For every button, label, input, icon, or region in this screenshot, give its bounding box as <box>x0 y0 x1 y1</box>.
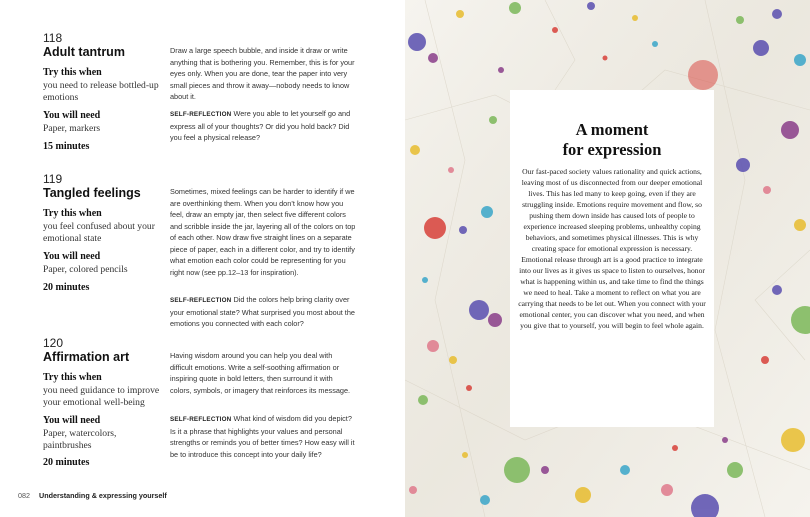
activity-title: Tangled feelings <box>43 186 141 200</box>
self-reflection <box>170 108 356 144</box>
section-title: Understanding & expressing yourself <box>39 491 167 500</box>
activity-description: Draw a large speech bubble, and inside it draw or write anything that is bothering you. Remember, this is for your eyes only. When you are done, tear the paper into very small pieces and throw it away—nobody needs to know about it. <box>170 46 355 101</box>
need-text: Paper, markers <box>43 123 101 134</box>
duration: 20 minutes <box>43 457 90 468</box>
try-label: Try this when <box>43 67 102 78</box>
page-number: 082 <box>18 491 30 500</box>
self-reflection <box>170 294 356 330</box>
activity-number: 119 <box>43 172 63 186</box>
activity-number: 120 <box>43 336 64 350</box>
feature-title <box>510 120 714 160</box>
feature-title-line-2: for expression <box>562 140 662 159</box>
activity-title: Adult tantrum <box>43 45 125 59</box>
self-reflection-text: What kind of wisdom did you depict? Is it a phrase that highlights your values and personal strengths or reminds you of better times? How easy will it be to introduce this concept into your daily life? <box>170 414 355 459</box>
page-footer <box>18 491 167 500</box>
need-text: Paper, colored pencils <box>43 264 128 275</box>
right-page <box>405 0 810 517</box>
duration: 20 minutes <box>43 282 90 293</box>
self-reflection-label: SELF-REFLECTION <box>170 416 232 423</box>
try-label: Try this when <box>43 208 102 219</box>
feature-title-line-1: A moment <box>575 120 649 139</box>
feature-body: Our fast-paced society values rationality and quick actions, leaving most of us disconnected from our deeper emotional lives. This has led many to keep going, even if they are struggling inside. Emotions require movement and flow, so pushing them down inside has caused lots of people to experience increased sleeping problems, unhealthy coping behaviors, and sometimes physical illnesses. This is why creating space for emotional expression is necessary. Emotional release through art is a good practice to integrate into our lives as it gives us space to listen to ourselves, honor what is happening within us, and take time to find the things we need to heal. Take a moment to reflect on what you are carrying that needs to be let out. When you connect with your emotional center, you can discover what you need, and when you give that to yourself, you will begin to feel whole again. <box>518 167 706 330</box>
activity-title: Affirmation art <box>43 350 130 364</box>
need-text: Paper, watercolors, paintbrushes <box>43 428 117 452</box>
need-label: You will need <box>43 415 101 426</box>
duration: 15 minutes <box>43 141 90 152</box>
self-reflection-text: Were you able to let yourself go and express all of your thoughts? Or did you hold back? Did you feel a physical release? <box>170 109 351 142</box>
need-label: You will need <box>43 251 101 262</box>
self-reflection-label: SELF-REFLECTION <box>170 297 232 304</box>
try-text: you feel confused about your emotional state <box>43 221 155 245</box>
need-label: You will need <box>43 110 101 121</box>
try-text: you need to release bottled-up emotions <box>43 80 159 104</box>
self-reflection-text: Did the colors help bring clarity over your emotional state? What surprised you most about the emotions you connected with each color? <box>170 295 355 328</box>
self-reflection-label: SELF-REFLECTION <box>170 111 232 118</box>
activity-number: 118 <box>43 31 63 45</box>
try-label: Try this when <box>43 372 102 383</box>
feature-card <box>510 90 714 427</box>
self-reflection <box>170 413 356 460</box>
try-text: you need guidance to improve your emotional well-being <box>43 385 160 409</box>
activity-description: Having wisdom around you can help you deal with difficult emotions. Write a self-soothing affirmation or inspiring quote in bold letters, then surround it with colors, symbols, or imagery that reinforces its message. <box>170 351 351 395</box>
activity-description: Sometimes, mixed feelings can be harder to identify if we are overthinking them. When you don’t know how you feel, draw an empty jar, then select five different colors and scribble inside the jar, layering all of the colors on top of each other. Now draw five straight lines on a separate piece of paper, each in a different color, and try to identify what emotion each color could be representing for you right now (see pp.12–13 for inspiration). <box>170 187 356 277</box>
